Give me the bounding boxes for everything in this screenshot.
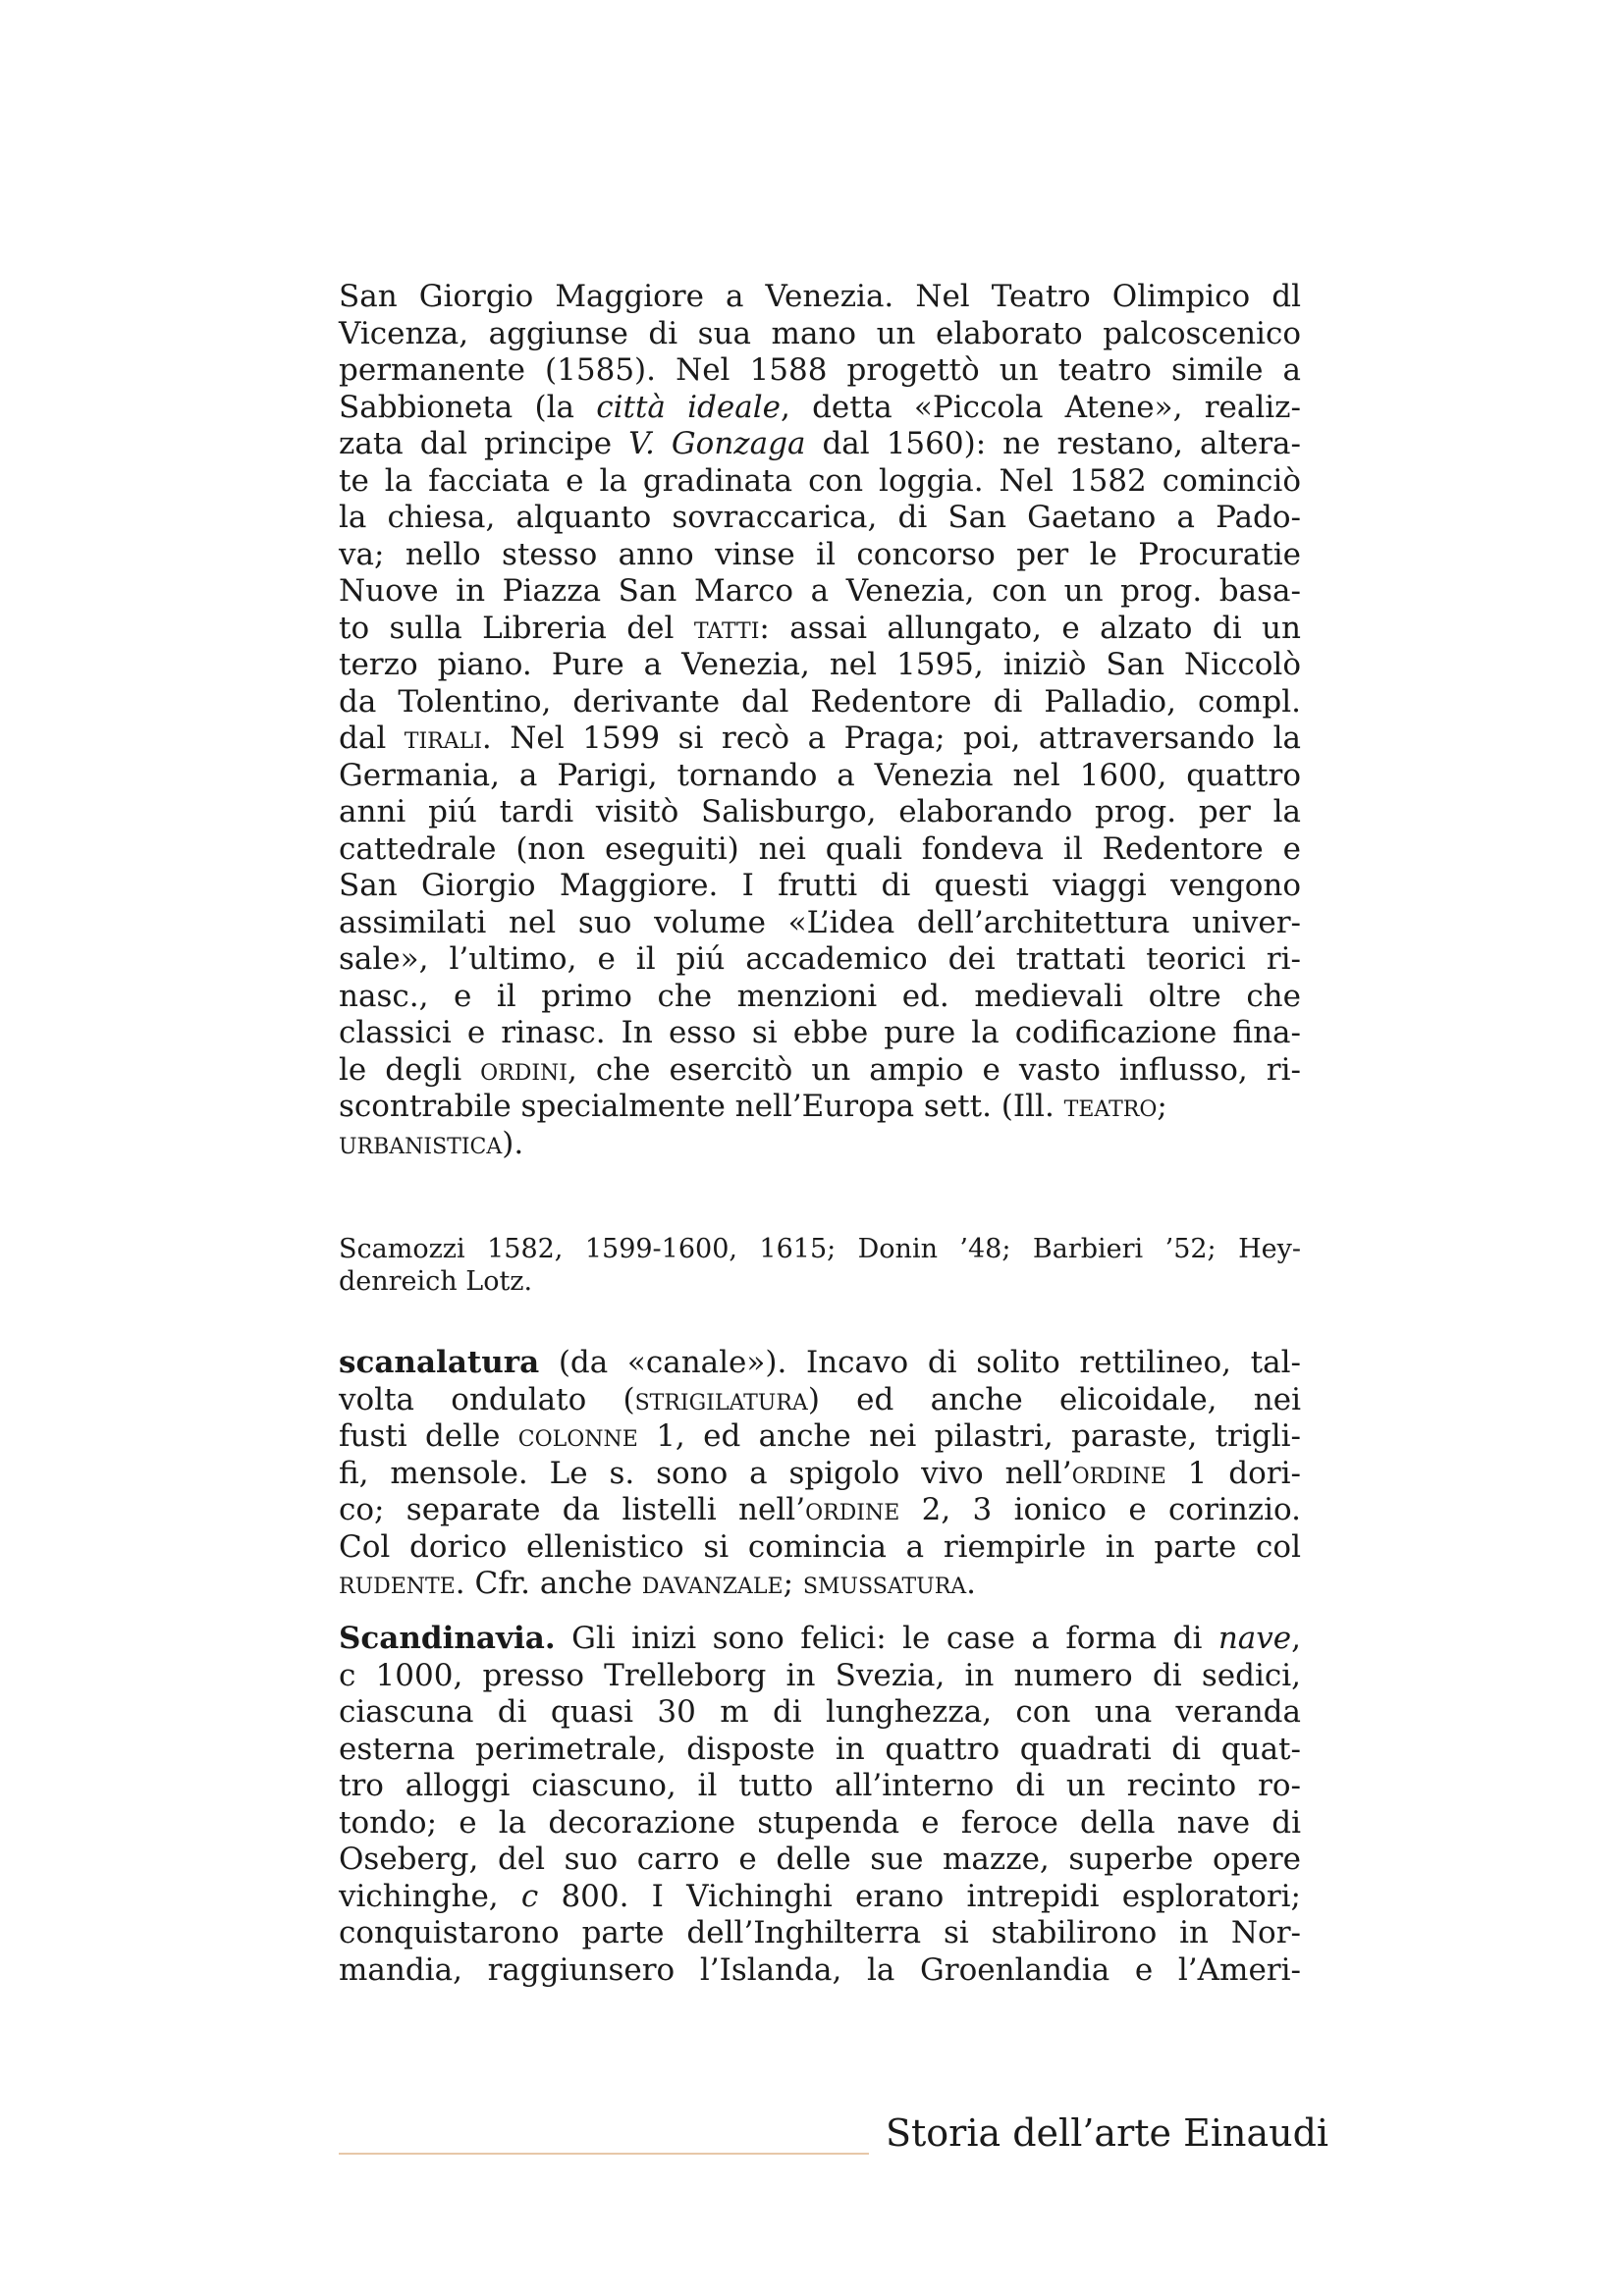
text-line <box>339 1842 1301 1879</box>
text-line <box>339 831 1301 869</box>
text-segment: fusti delle <box>339 1418 518 1454</box>
text-segment: assimilati nel suo volume «L’idea dell’architettura univer- <box>339 904 1301 940</box>
text-line <box>339 1566 1301 1603</box>
text-segment: ; <box>783 1566 803 1601</box>
text-segment: V. Gonzaga <box>628 426 806 461</box>
text-segment: vichinghe, <box>339 1878 521 1914</box>
text-segment: San Giorgio Maggiore. I frutti di questi viaggi vengono <box>339 868 1301 903</box>
text-line <box>339 1915 1301 1952</box>
text-line <box>339 647 1301 684</box>
text-line <box>339 1345 1301 1382</box>
text-segment: Col dorico ellenistico si comincia a riempirle in parte col <box>339 1528 1301 1565</box>
text-segment: va; nello stesso anno vinse il concorso per le Procuratie <box>339 536 1301 572</box>
text-line <box>339 1529 1301 1567</box>
text-segment: cattedrale (non eseguiti) nei quali fondeva il Redentore e <box>339 830 1301 867</box>
text-segment: fi, mensole. Le s. sono a spigolo vivo nell’ <box>339 1455 1072 1491</box>
text-segment: . <box>966 1566 977 1601</box>
text-segment: classici e rinasc. In esso si ebbe pure la codificazione fina- <box>339 1015 1301 1050</box>
text-segment: conquistarono parte dell’Inghilterra si stabilirono in Nor- <box>339 1915 1301 1950</box>
text-segment: terzo piano. Pure a Venezia, nel 1595, iniziò San Niccolò <box>339 647 1301 682</box>
text-line <box>339 316 1301 353</box>
text-line <box>339 1768 1301 1805</box>
text-line <box>339 573 1301 611</box>
text-segment: Nuove in Piazza San Marco a Venezia, con un prog. basa- <box>339 573 1301 609</box>
text-segment: tondo; e la decorazione stupenda e feroce della nave di <box>339 1804 1301 1841</box>
text-line <box>339 1089 1301 1126</box>
text-segment: Vicenza, aggiunse di sua mano un elaborato palcoscenico <box>339 315 1301 351</box>
text-segment: ) ed anche elicoidale, nei <box>807 1381 1301 1417</box>
text-line <box>339 979 1301 1016</box>
text-segment: co; separate da listelli nell’ <box>339 1492 806 1527</box>
text-segment: ; <box>1157 1089 1167 1124</box>
text-segment: denreich Lotz. <box>339 1266 533 1297</box>
text-segment: scontrabile specialmente nell’Europa sett. (Ill. <box>339 1089 1064 1124</box>
text-line <box>339 1621 1301 1658</box>
entry-scamozzi-continuation <box>339 279 1301 1162</box>
text-segment: tatti <box>693 610 760 646</box>
text-line <box>339 1233 1301 1265</box>
text-segment: colonne <box>517 1418 638 1454</box>
text-line <box>339 352 1301 390</box>
text-segment: davanzale <box>641 1566 784 1601</box>
text-line <box>339 1732 1301 1769</box>
text-segment: Sabbioneta (la <box>339 389 597 425</box>
text-segment: strigilatura <box>634 1381 808 1417</box>
text-line <box>339 684 1301 721</box>
text-line <box>339 1382 1301 1419</box>
text-line <box>339 1952 1301 1990</box>
text-line <box>339 1658 1301 1695</box>
text-line <box>339 426 1301 463</box>
text-segment: nasc., e il primo che menzioni ed. medievali oltre che <box>339 978 1301 1014</box>
text-segment: sale», l’ultimo, e il piú accademico dei trattati teorici ri- <box>339 941 1301 977</box>
text-segment: 1, ed anche nei pilastri, paraste, trigli- <box>637 1418 1302 1454</box>
text-segment: esterna perimetrale, disposte in quattro quadrati di quat- <box>339 1731 1301 1767</box>
text-segment: c 1000, presso Trelleborg in Svezia, in numero di sedici, <box>339 1657 1301 1693</box>
text-line <box>339 721 1301 758</box>
text-segment: dal <box>339 721 405 756</box>
text-segment: c <box>520 1878 539 1914</box>
text-line <box>339 1805 1301 1842</box>
text-segment: da Tolentino, derivante dal Redentore di Palladio, compl. <box>339 683 1301 720</box>
text-segment: Scandinavia. <box>339 1621 556 1656</box>
text-segment: , detta «Piccola Atene», realiz- <box>780 389 1301 425</box>
footer-title: Storia dell’arte Einaudi <box>886 2111 1329 2155</box>
text-segment: . Cfr. anche <box>455 1566 642 1601</box>
text-line <box>339 1126 1301 1163</box>
text-segment: volta ondulato ( <box>339 1381 635 1417</box>
text-segment: Gli inizi sono felici: le case a forma di <box>555 1621 1218 1656</box>
text-segment: ordine <box>805 1492 900 1527</box>
text-line <box>339 1052 1301 1090</box>
footer-rule <box>339 2153 869 2155</box>
entry-scanalatura <box>339 1345 1301 1603</box>
text-segment: Oseberg, del suo carro e delle sue mazze, superbe opere <box>339 1842 1301 1877</box>
text-segment: (da «canale»). Incavo di solito rettilineo, tal- <box>539 1345 1301 1380</box>
text-line <box>339 1265 1301 1298</box>
text-line <box>339 1015 1301 1052</box>
text-line <box>339 537 1301 574</box>
text-line <box>339 390 1301 427</box>
text-segment: smussatura <box>802 1566 967 1601</box>
text-line <box>339 1879 1301 1916</box>
text-line <box>339 941 1301 979</box>
text-line <box>339 1456 1301 1493</box>
text-segment: scanalatura <box>339 1345 540 1380</box>
text-line <box>339 1694 1301 1732</box>
text-segment: mandia, raggiunsero l’Islanda, la Groenlandia e l’Ameri- <box>339 1951 1301 1988</box>
text-segment: 2, 3 ionico e corinzio. <box>899 1492 1301 1527</box>
text-line <box>339 758 1301 795</box>
text-segment: città ideale <box>596 389 781 425</box>
bibliography-scamozzi <box>339 1233 1301 1298</box>
text-segment: tro alloggi ciascuno, il tutto all’interno di un recinto ro- <box>339 1768 1301 1803</box>
text-segment: zata dal principe <box>339 426 629 461</box>
text-line <box>339 1418 1301 1456</box>
text-segment: teatro <box>1063 1089 1158 1124</box>
text-line <box>339 463 1301 501</box>
entry-scandinavia <box>339 1621 1301 1989</box>
text-segment: anni piú tardi visitò Salisburgo, elaborando prog. per la <box>339 794 1301 829</box>
text-segment: . Nel 1599 si recò a Praga; poi, attraversando la <box>481 721 1301 756</box>
text-segment: te la facciata e la gradinata con loggia. Nel 1582 cominciò <box>339 462 1301 499</box>
text-segment: dal 1560): ne restano, altera- <box>805 426 1301 461</box>
text-line <box>339 794 1301 831</box>
text-segment: San Giorgio Maggiore a Venezia. Nel Teatro Olimpico dl <box>339 279 1301 314</box>
text-segment: rudente <box>339 1566 456 1601</box>
text-segment: 1 dori- <box>1165 1455 1301 1491</box>
text-segment: tirali <box>404 721 482 756</box>
text-segment: le degli <box>339 1051 481 1088</box>
text-segment: , <box>1291 1621 1301 1656</box>
text-segment: , che esercitò un ampio e vasto influsso, ri- <box>568 1051 1301 1088</box>
text-line <box>339 868 1301 905</box>
text-segment: 800. I Vichinghi erano intrepidi esploratori; <box>538 1878 1302 1914</box>
text-segment: Germania, a Parigi, tornando a Venezia nel 1600, quattro <box>339 757 1301 793</box>
text-segment: la chiesa, alquanto sovraccarica, di San Gaetano a Pado- <box>339 500 1301 535</box>
text-line <box>339 905 1301 942</box>
text-line <box>339 611 1301 648</box>
text-segment: ordine <box>1071 1455 1166 1491</box>
text-segment: ). <box>502 1125 524 1161</box>
text-line <box>339 1492 1301 1529</box>
text-segment: ciascuna di quasi 30 m di lunghezza, con una veranda <box>339 1694 1301 1730</box>
text-segment: permanente (1585). Nel 1588 progettò un teatro simile a <box>339 352 1301 388</box>
text-segment: : assai allungato, e alzato di un <box>759 610 1301 646</box>
text-line <box>339 279 1301 316</box>
text-segment: ordini <box>480 1051 568 1088</box>
text-line <box>339 500 1301 537</box>
text-segment: urbanistica <box>339 1125 503 1161</box>
text-segment: to sulla Libreria del <box>339 610 694 646</box>
text-segment: Scamozzi 1582, 1599-1600, 1615; Donin ’48; Barbieri ’52; Hey- <box>339 1234 1301 1264</box>
text-segment: nave <box>1217 1621 1292 1656</box>
